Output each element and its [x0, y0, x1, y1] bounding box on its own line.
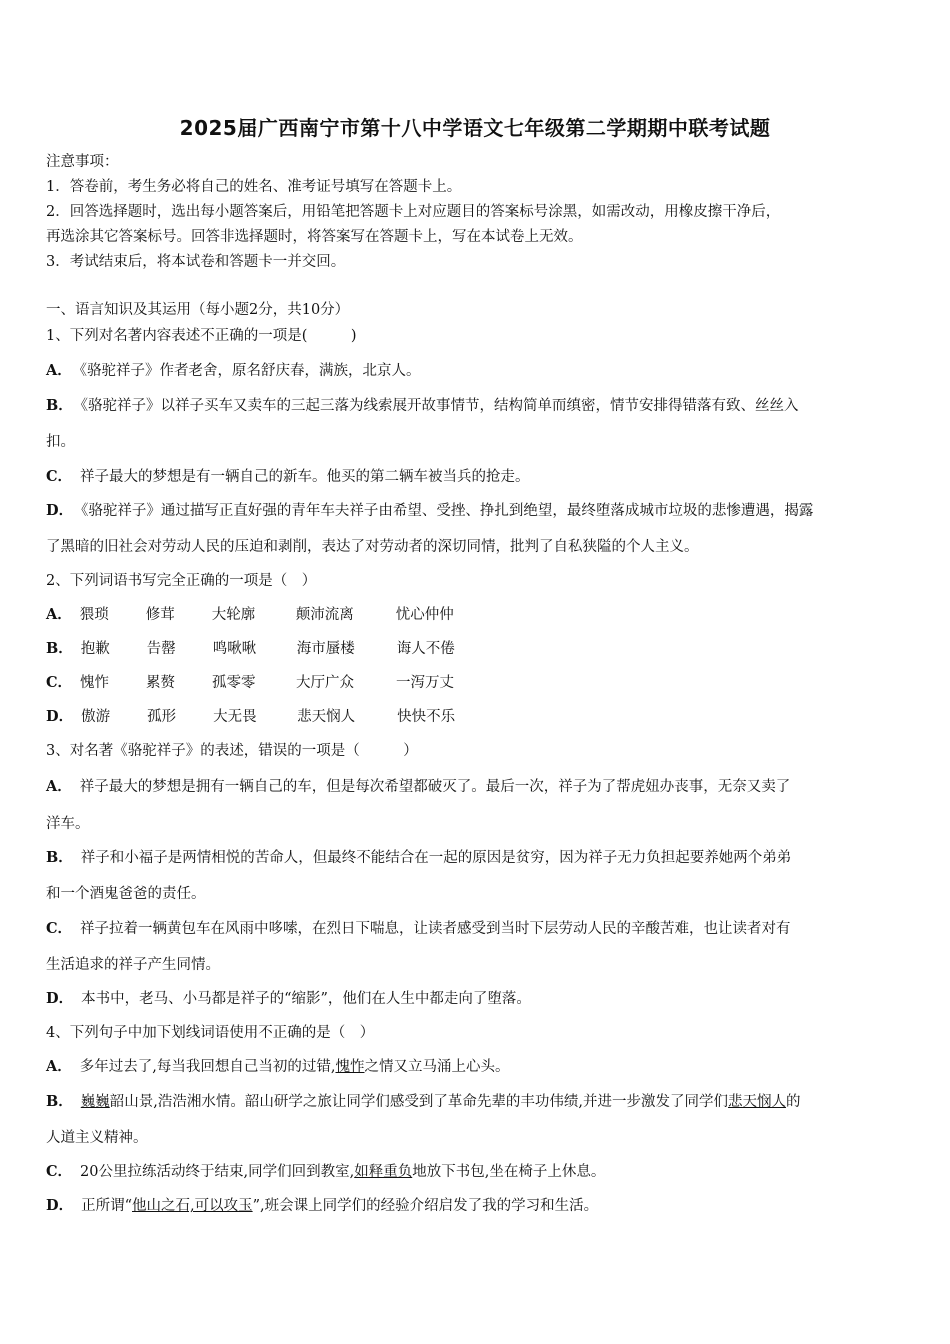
question-3-stem: 3、对名著《骆驼祥子》的表述，错误的一项是（ ） — [46, 743, 418, 759]
notice-item: 2．回答选择题时，选出每小题答案后，用铅笔把答题卡上对应题目的答案标号涂黑，如需改动，用橡皮擦干净后， — [46, 204, 781, 220]
option-word: 忧心仲仲 — [395, 607, 454, 623]
option-text: 韶山景,浩浩湘水情。韶山研学之旅让同学们感受到了革命先辈的丰功伟绩,并进一步激发了同学们 — [109, 1094, 728, 1110]
option-word: 大无畏 — [213, 709, 257, 725]
underlined-word: 他山之石,可以攻玉 — [132, 1198, 253, 1214]
exam-title: 2025届广西南宁市第十八中学语文七年级第二学期期中联考试题 — [179, 116, 771, 140]
option-word: 诲人不倦 — [396, 641, 455, 657]
option-text: 多年过去了,每当我回想自己当初的过错, — [79, 1059, 336, 1075]
option-text: 《骆驼祥子》作者老舍，原名舒庆春，满族，北京人。 — [79, 363, 421, 379]
q4-option-b-cont: 人道主义精神。 — [46, 1130, 148, 1146]
option-label: D． — [46, 502, 74, 519]
option-label: B． — [46, 849, 73, 866]
q3-option-a-cont: 洋车。 — [46, 816, 90, 832]
option-word: 修茸 — [145, 607, 175, 623]
option-label: D． — [46, 990, 74, 1007]
option-label: A． — [46, 606, 72, 623]
question-1-stem: 1、下列对名著内容表述不正确的一项是( ) — [46, 328, 357, 344]
option-text: 的 — [785, 1094, 801, 1110]
q2-option-d — [46, 707, 455, 727]
option-word: 孤形 — [147, 709, 177, 725]
option-label: A． — [46, 778, 72, 795]
option-text: 《骆驼祥子》通过描写正直好强的青年车夫祥子由希望、受挫、挣扎到绝望，最终堕落成城市垃圾的悲惨遭遇，揭露 — [81, 503, 814, 519]
q4-option-a — [46, 1057, 509, 1077]
option-label: C． — [46, 674, 73, 691]
option-text: ”,班会课上同学们的经验介绍启发了我的学习和生活。 — [252, 1198, 599, 1214]
option-word: 傲游 — [81, 709, 111, 725]
q3-option-b — [46, 848, 791, 868]
option-word: 悲天悯人 — [297, 709, 356, 725]
option-label: C． — [46, 1163, 73, 1180]
q2-option-b — [46, 639, 455, 659]
q3-option-b-cont: 和一个酒鬼爸爸的责任。 — [46, 886, 206, 902]
q3-option-c — [46, 919, 791, 939]
q4-option-c — [46, 1162, 605, 1182]
q1-option-b — [46, 396, 799, 416]
underlined-word: 巍巍 — [80, 1094, 110, 1110]
notice-item: 3．考试结束后，将本试卷和答题卡一并交回。 — [46, 254, 346, 270]
option-word: 孤零零 — [212, 675, 256, 691]
q4-option-d — [46, 1196, 598, 1216]
option-text: 之情又立马涌上心头。 — [364, 1059, 510, 1075]
q1-option-d — [46, 501, 813, 521]
notice-heading: 注意事项： — [46, 154, 119, 170]
underlined-word: 如释重负 — [354, 1164, 413, 1180]
option-label: A． — [46, 1058, 72, 1075]
option-label: D． — [46, 708, 74, 725]
option-text: 《骆驼祥子》以祥子买车又卖车的三起三落为线索展开故事情节，结构简单而缜密，情节安排得错落有致、丝丝入 — [80, 398, 799, 414]
option-label: A． — [46, 362, 72, 379]
option-word: 告罄 — [146, 641, 176, 657]
option-text: 祥子和小福子是两情相悦的苦命人，但最终不能结合在一起的原因是贫穷，因为祥子无力负担起要养她两个弟弟 — [80, 850, 792, 866]
option-text: 祥子最大的梦想是有一辆自己的新车。他买的第二辆车被当兵的抢走。 — [80, 469, 530, 485]
option-text: 20公里拉练活动终于结束,同学们回到教室, — [80, 1164, 355, 1180]
option-word: 海市蜃楼 — [296, 641, 355, 657]
underlined-word: 愧怍 — [335, 1059, 365, 1075]
q3-option-c-cont: 生活追求的祥子产生同情。 — [46, 957, 220, 973]
option-text: 祥子最大的梦想是拥有一辆自己的车，但是每次希望都破灭了。最后一次，祥子为了帮虎妞办丧事，无奈又卖了 — [79, 779, 791, 795]
option-label: B． — [46, 640, 73, 657]
option-text: 本书中，老马、小马都是祥子的“缩影”，他们在人生中都走向了堕落。 — [81, 991, 531, 1007]
section-heading: 一、语言知识及其运用（每小题2分，共10分） — [46, 302, 350, 318]
option-text: 祥子拉着一辆黄包车在风雨中哆嗦，在烈日下喘息，让读者感受到当时下层劳动人民的辛酸苦难，也让读者对有 — [80, 921, 791, 937]
notice-item: 再选涂其它答案标号。回答非选择题时，将答案写在答题卡上，写在本试卷上无效。 — [46, 229, 583, 245]
q1-option-b-cont: 扣。 — [46, 434, 75, 450]
notice-item: 1．答卷前，考生务必将自己的姓名、准考证号填写在答题卡上。 — [46, 179, 462, 195]
option-word: 猥琐 — [79, 607, 109, 623]
option-word: 抱歉 — [80, 641, 110, 657]
option-word: 累赘 — [146, 675, 176, 691]
option-word: 颠沛流离 — [295, 607, 354, 623]
q2-option-a — [46, 605, 454, 625]
option-text: 地放下书包,坐在椅子上休息。 — [412, 1164, 606, 1180]
q4-option-b — [46, 1092, 800, 1112]
option-label: B． — [46, 397, 73, 414]
question-2-stem: 2、下列词语书写完全正确的一项是（ ） — [46, 573, 317, 589]
q1-option-d-cont: 了黑暗的旧社会对劳动人民的压迫和剥削，表达了对劳动者的深切同情，批判了自私狭隘的个人主义。 — [46, 539, 699, 555]
option-text: 正所谓“ — [81, 1198, 132, 1214]
option-word: 一泻万丈 — [396, 675, 455, 691]
underlined-word: 悲天悯人 — [727, 1094, 786, 1110]
option-label: C． — [46, 468, 73, 485]
option-word: 愧怍 — [80, 675, 110, 691]
option-word: 大轮廓 — [211, 607, 256, 623]
q1-option-a — [46, 361, 421, 381]
q2-option-c — [46, 673, 454, 693]
question-4-stem: 4、下列句子中加下划线词语使用不正确的是（ ） — [46, 1025, 375, 1041]
option-word: 鸣啾啾 — [212, 641, 257, 657]
option-word: 快快不乐 — [397, 709, 456, 725]
option-label: D． — [46, 1197, 74, 1214]
option-label: C． — [46, 920, 73, 937]
option-word: 大厅广众 — [296, 675, 355, 691]
q3-option-d — [46, 989, 531, 1009]
q3-option-a — [46, 777, 790, 797]
q1-option-c — [46, 467, 530, 487]
option-label: B． — [46, 1093, 73, 1110]
